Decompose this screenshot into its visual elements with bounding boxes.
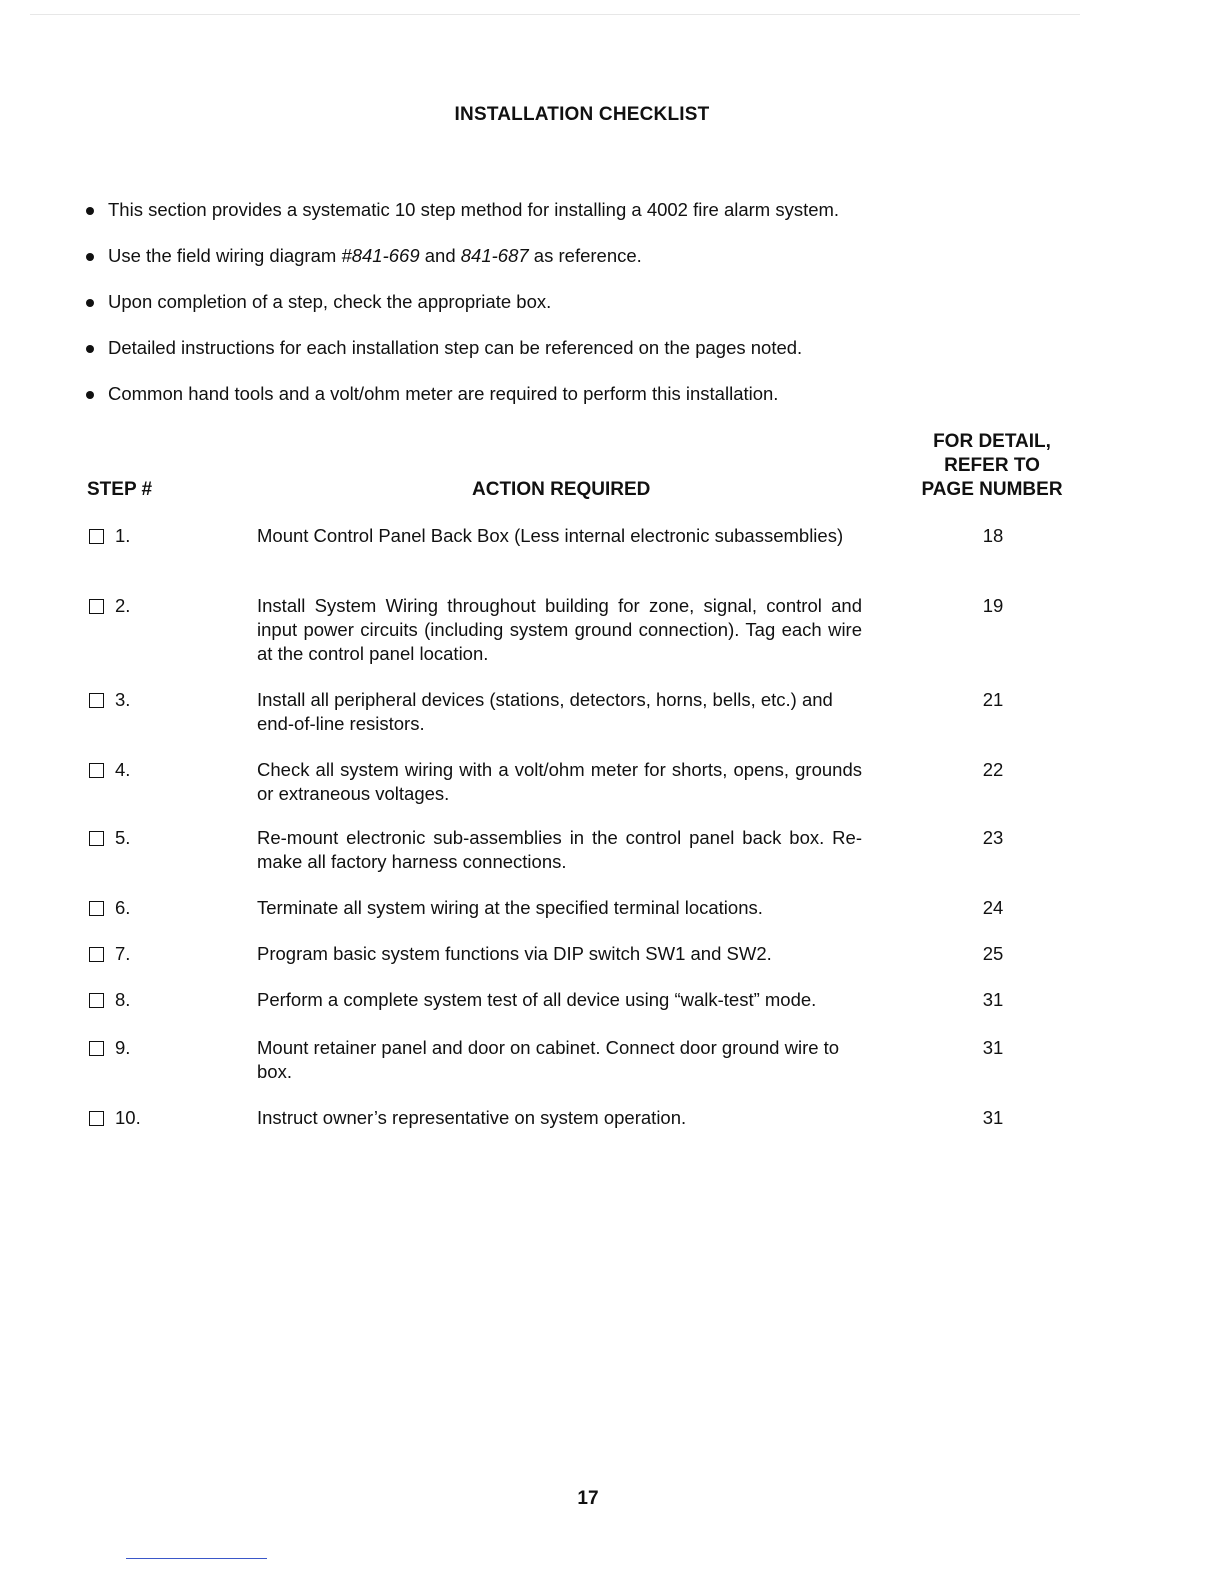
step-number: 8. (115, 989, 131, 1010)
step-number: 1. (115, 525, 131, 546)
bullet-text: Detailed instructions for each installation step can be referenced on the pages noted. (108, 337, 803, 358)
intro-bullet-list (84, 198, 984, 428)
footer-rule (126, 1558, 267, 1559)
step-page-number: 24 (982, 897, 1004, 918)
diagram-ref-2: 841-687 (460, 245, 529, 266)
page-title: INSTALLATION CHECKLIST (454, 104, 710, 125)
step-action: Program basic system functions via DIP switch SW1 and SW2. (257, 943, 772, 964)
step-action: Install all peripheral devices (stations, detectors, horns, bells, etc.) and end-of-line resistors. (257, 689, 833, 734)
step-checkbox[interactable] (89, 831, 104, 846)
header-line: REFER TO (944, 455, 1040, 476)
bullet-dot-icon (86, 207, 94, 215)
step-action: Perform a complete system test of all device using “walk-test” mode. (257, 989, 817, 1010)
bullet-dot-icon (86, 345, 94, 353)
step-checkbox[interactable] (89, 599, 104, 614)
page-number: 17 (577, 1488, 599, 1509)
step-checkbox[interactable] (89, 529, 104, 544)
step-page-number: 19 (982, 595, 1004, 616)
bullet-text-pre: Use the field wiring diagram (108, 245, 342, 266)
step-page-number: 25 (982, 943, 1004, 964)
step-action: Instruct owner’s representative on system operation. (257, 1107, 687, 1128)
bullet-text-post: as reference. (528, 245, 642, 266)
header-line: FOR DETAIL, (933, 431, 1051, 452)
bullet-item (84, 336, 984, 382)
bullet-item (84, 244, 984, 290)
step-number: 5. (115, 827, 131, 848)
step-page-number: 31 (982, 1107, 1004, 1128)
column-header-step: STEP # (87, 479, 153, 500)
column-header-action: ACTION REQUIRED (472, 479, 651, 500)
step-action: Re-mount electronic sub-assemblies in the control panel back box. Re-make all factory harness connections. (257, 827, 862, 872)
bullet-text-mid: and (419, 245, 461, 266)
step-action: Install System Wiring throughout building for zone, signal, control and input power circuits (including system ground connection). Tag each wire at the control panel location. (257, 595, 862, 664)
step-checkbox[interactable] (89, 993, 104, 1008)
bullet-item (84, 290, 984, 336)
step-number: 2. (115, 595, 131, 616)
step-number: 7. (115, 943, 131, 964)
step-number: 3. (115, 689, 131, 710)
bullet-text: Upon completion of a step, check the appropriate box. (108, 291, 552, 312)
step-action: Mount Control Panel Back Box (Less internal electronic subassemblies) (257, 525, 844, 546)
step-checkbox[interactable] (89, 763, 104, 778)
step-page-number: 31 (982, 989, 1004, 1010)
step-number: 10. (115, 1107, 141, 1128)
bullet-item (84, 382, 984, 428)
step-checkbox[interactable] (89, 1111, 104, 1126)
bullet-text: Common hand tools and a volt/ohm meter are required to perform this installation. (108, 383, 779, 404)
step-page-number: 18 (982, 525, 1004, 546)
step-checkbox[interactable] (89, 901, 104, 916)
step-action: Mount retainer panel and door on cabinet. Connect door ground wire to box. (257, 1037, 840, 1082)
diagram-ref-1: #841-669 (341, 245, 420, 266)
bullet-dot-icon (86, 253, 94, 261)
bullet-dot-icon (86, 391, 94, 399)
scan-artifact-line (30, 14, 1080, 15)
bullet-item (84, 198, 984, 244)
step-checkbox[interactable] (89, 1041, 104, 1056)
step-number: 4. (115, 759, 131, 780)
step-checkbox[interactable] (89, 693, 104, 708)
bullet-text: This section provides a systematic 10 step method for installing a 4002 fire alarm system. (108, 199, 840, 220)
step-number: 9. (115, 1037, 131, 1058)
bullet-dot-icon (86, 299, 94, 307)
step-action: Check all system wiring with a volt/ohm meter for shorts, opens, grounds or extraneous voltages. (257, 759, 862, 804)
step-action: Terminate all system wiring at the specified terminal locations. (257, 897, 763, 918)
header-line: PAGE NUMBER (921, 479, 1063, 500)
column-header-page-ref (902, 430, 1082, 502)
step-page-number: 21 (982, 689, 1004, 710)
step-page-number: 22 (982, 759, 1004, 780)
step-number: 6. (115, 897, 131, 918)
step-checkbox[interactable] (89, 947, 104, 962)
step-page-number: 23 (982, 827, 1004, 848)
step-page-number: 31 (982, 1037, 1004, 1058)
